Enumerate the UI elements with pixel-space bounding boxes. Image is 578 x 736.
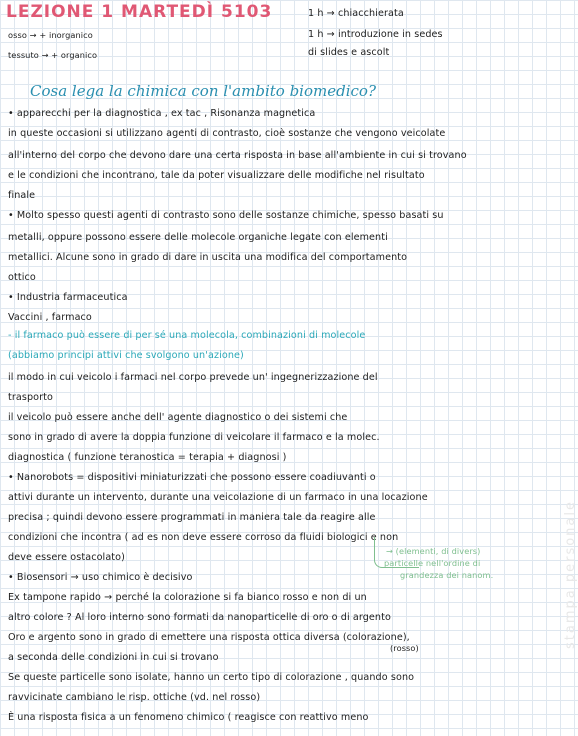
line-15: trasporto — [8, 392, 54, 403]
line-4: e le condizioni che incontrano, tale da poter visualizzare delle modifiche nel risultato — [8, 170, 425, 181]
note-1h-chiacchierata: 1 h → chiacchierata — [308, 8, 404, 19]
line-29: Se queste particelle sono isolate, hanno un certo tipo di colorazione , quando sono — [8, 672, 415, 683]
side-note-3: grandezza dei nanom. — [400, 570, 494, 580]
line-1: • apparecchi per la diagnostica , ex tac , Risonanza magnetica — [8, 108, 316, 119]
line-23: deve essere ostacolato) — [8, 552, 125, 563]
line-12: - il farmaco può essere di per sé una molecola, combinazioni di molecole — [8, 330, 366, 341]
line-6: • Molto spesso questi agenti di contrasto sono delle sostanze chimiche, spesso basati su — [8, 210, 444, 221]
note-tessuto: tessuto → + organico — [8, 50, 98, 60]
line-20: attivi durante un intervento, durante una veicolazione di un farmaco in una locazione — [8, 492, 428, 503]
line-31: È una risposta fisica a un fenomeno chimico ( reagisce con reattivo meno — [8, 712, 369, 723]
side-note-1: → (elementi, di divers) — [386, 546, 481, 556]
line-13: (abbiamo principi attivi che svolgono un'azione) — [8, 350, 244, 361]
line-2: in queste occasioni si utilizzano agenti di contrasto, cioè sostanze che vengono veicolate — [8, 128, 446, 139]
line-22: condizioni che incontra ( ad es non deve essere corroso da fluidi biologici e non — [8, 532, 399, 543]
line-3: all'interno del corpo che devono dare una certa risposta in base all'ambiente in cui si trovano — [8, 150, 467, 161]
side-note-2: particelle nell'ordine di — [384, 558, 481, 568]
line-17: sono in grado di avere la doppia funzione di veicolare il farmaco e la molec. — [8, 432, 380, 443]
line-11: Vaccini , farmaco — [8, 312, 92, 323]
line-10: • Industria farmaceutica — [8, 292, 128, 303]
line-19: • Nanorobots = dispositivi miniaturizzati che possono essere coadiuvanti o — [8, 472, 376, 483]
annotation-rosso: (rosso) — [390, 643, 419, 653]
line-27: Oro e argento sono in grado di emettere una risposta ottica diversa (colorazione), — [8, 632, 410, 643]
page-title: LEZIONE 1 MARTEDÌ 5103 — [6, 2, 273, 22]
watermark: stampa personale — [563, 500, 578, 649]
line-28: a seconda delle condizioni in cui si trovano — [8, 652, 219, 663]
line-8: metallici. Alcune sono in grado di dare in uscita una modifica del comportamento — [8, 252, 408, 263]
line-7: metalli, oppure possono essere delle molecole organiche legate con elementi — [8, 232, 388, 243]
line-26: altro colore ? Al loro interno sono formati da nanoparticelle di oro o di argento — [8, 612, 391, 623]
line-14: il modo in cui veicolo i farmaci nel corpo prevede un' ingegnerizzazione del — [8, 372, 378, 383]
note-slides-ascolto: di slides e ascolt — [308, 47, 390, 58]
note-1h-introduzione: 1 h → introduzione in sedes — [308, 29, 443, 40]
line-24: • Biosensori → uso chimico è decisivo — [8, 572, 193, 583]
line-30: ravvicinate cambiano le risp. ottiche (vd. nel rosso) — [8, 692, 261, 703]
line-21: precisa ; quindi devono essere programmati in maniera tale da reagire alle — [8, 512, 376, 523]
line-25: Ex tampone rapido → perché la colorazione si fa bianco rosso e non di un — [8, 592, 367, 603]
section-question: Cosa lega la chimica con l'ambito biomedico? — [30, 82, 376, 100]
line-16: il veicolo può essere anche dell' agente diagnostico o dei sistemi che — [8, 412, 348, 423]
line-9: ottico — [8, 272, 36, 283]
line-18: diagnostica ( funzione teranostica = terapia + diagnosi ) — [8, 452, 287, 463]
line-5: finale — [8, 190, 36, 201]
note-osso: osso → + inorganico — [8, 30, 93, 40]
